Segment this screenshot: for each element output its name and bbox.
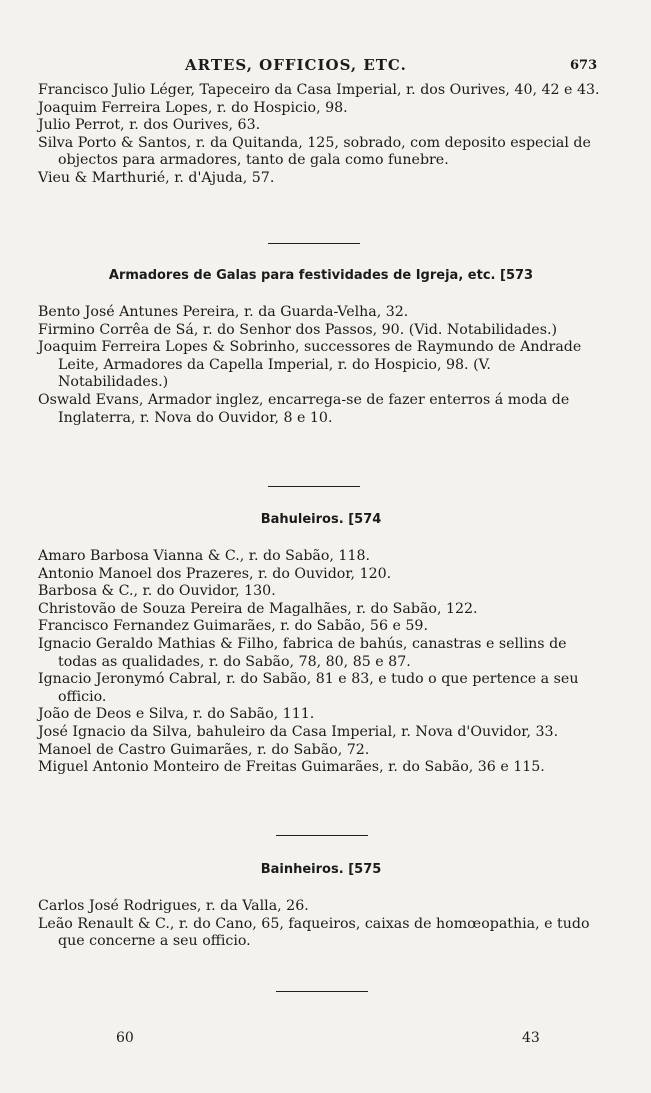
section-number: [574 [348, 512, 382, 527]
list-item: Julio Perrot, r. dos Ourives, 63. [38, 117, 261, 134]
list-item: José Ignacio da Silva, bahuleiro da Casa Imperial, r. Nova d'Ouvidor, 33. [38, 723, 559, 740]
signature-mark: 60 [116, 1030, 134, 1046]
section-number: [573 [500, 268, 534, 283]
list-item: Miguel Antonio Monteiro de Freitas Guimarães, r. do Sabão, 36 e 115. [38, 759, 545, 776]
list-item: Vieu & Marthurié, r. d'Ajuda, 57. [38, 169, 275, 186]
list-item: Joaquim Ferreira Lopes & Sobrinho, successores de Raymundo de Andrade Leite, Armadores da Capella Imperial, r. do Hospicio, 98. (V. Notabilidades.) [38, 339, 582, 391]
page-number: 673 [570, 58, 598, 73]
list-item: Antonio Manoel dos Prazeres, r. do Ouvidor, 120. [38, 565, 392, 582]
section-divider [268, 243, 360, 244]
list-item: Carlos José Rodrigues, r. da Valla, 26. [38, 898, 309, 914]
intro-entries [38, 82, 604, 188]
list-item: Ignacio Geraldo Mathias & Filho, fabrica de bahús, canastras e sellins de todas as qualidades, r. do Sabão, 78, 80, 85 e 87. [38, 635, 567, 670]
section-header-bainheiros [38, 862, 604, 877]
list-item: Ignacio Jeronymó Cabral, r. do Sabão, 81 e 83, e tudo o que pertence a seu officio. [38, 671, 579, 705]
list-item: Leão Renault & C., r. do Cano, 65, faqueiros, caixas de homœopathia, e tudo que concerne a seu officio. [38, 915, 590, 950]
catchword: 43 [522, 1030, 540, 1046]
list-item: Christovão de Souza Pereira de Magalhães, r. do Sabão, 122. [38, 600, 478, 617]
section-entries-bainheiros [38, 898, 604, 951]
list-item: João de Deos e Silva, r. do Sabão, 111. [38, 706, 315, 723]
list-item: Oswald Evans, Armador inglez, encarrega-se de fazer enterros á moda de Inglaterra, r. Nova do Ouvidor, 8 e 10. [38, 391, 570, 426]
list-item: Francisco Julio Léger, Tapeceiro da Casa Imperial, r. dos Ourives, 40, 42 e 43. [38, 82, 600, 98]
list-item: Manoel de Castro Guimarães, r. do Sabão, 72. [38, 741, 370, 758]
list-item: Firmino Corrêa de Sá, r. do Senhor dos Passos, 90. (Vid. Notabilidades.) [38, 321, 558, 338]
running-title: ARTES, OFFICIOS, ETC. [185, 56, 407, 74]
list-item: Bento José Antunes Pereira, r. da Guarda-Velha, 32. [38, 304, 409, 320]
list-item: Joaquim Ferreira Lopes, r. do Hospicio, 98. [38, 99, 348, 116]
section-title: Bainheiros. [260, 862, 344, 877]
section-divider [268, 486, 360, 487]
section-header-bahuleiros [38, 512, 604, 527]
list-item: Silva Porto & Santos, r. da Quitanda, 125, sobrado, com deposito especial de objectos para armadores, tanto de gala como funebre. [38, 134, 591, 169]
list-item: Francisco Fernandez Guimarães, r. do Sabão, 56 e 59. [38, 618, 428, 635]
section-title: Armadores de Galas para festividades de Igreja, etc. [108, 268, 496, 283]
list-item: Amaro Barbosa Vianna & C., r. do Sabão, 118. [38, 548, 371, 564]
section-entries-bahuleiros [38, 548, 604, 777]
section-entries-armadores [38, 304, 604, 427]
section-title: Bahuleiros. [260, 512, 344, 527]
section-number: [575 [348, 862, 382, 877]
running-head [0, 56, 651, 80]
list-item: Barbosa & C., r. do Ouvidor, 130. [38, 583, 276, 600]
section-header-armadores [38, 268, 604, 283]
section-divider [276, 835, 368, 836]
section-divider [276, 991, 368, 992]
